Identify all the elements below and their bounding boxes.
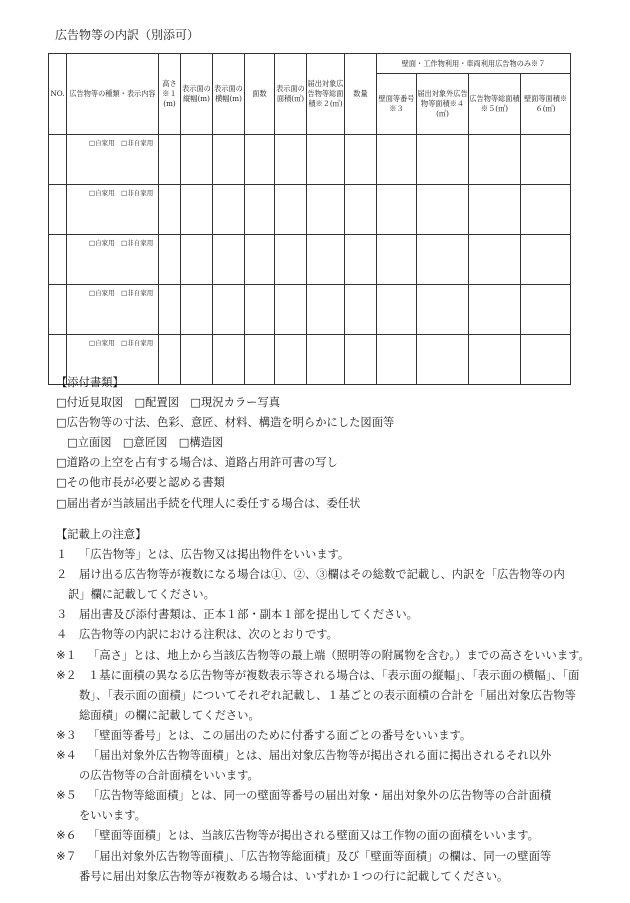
- note-number: ４: [56, 628, 68, 642]
- note-item: [56, 625, 590, 645]
- note-text: 「届出対象外広告物等面積」とは、届出対象広告物等が掲出される面に掲出されるそれ以外: [88, 749, 552, 763]
- note-item: [56, 545, 590, 565]
- attachments-section: [56, 373, 394, 514]
- cell[interactable]: [181, 185, 213, 235]
- header-wall-area: 壁面等面積※６(㎡): [521, 74, 571, 135]
- cell[interactable]: [417, 285, 469, 335]
- cell[interactable]: [275, 285, 307, 335]
- page-title: 広告物等の内訳（別添可）: [55, 28, 200, 42]
- note-text: 「届出対象外広告物等面積」、「広告物等総面積」及び「壁面等面積」の欄は、同一の壁面等: [88, 849, 552, 863]
- cell[interactable]: [275, 185, 307, 235]
- cell-kind[interactable]: [67, 235, 159, 285]
- cell[interactable]: [377, 285, 417, 335]
- cell[interactable]: [377, 185, 417, 235]
- cell[interactable]: [377, 135, 417, 185]
- header-quantity: 数量: [345, 54, 377, 135]
- header-area: 表示面の面積(㎡): [275, 54, 307, 135]
- notes-section: [56, 525, 590, 887]
- cell[interactable]: [521, 285, 571, 335]
- cell[interactable]: [469, 285, 521, 335]
- table-row: [49, 135, 571, 185]
- cell[interactable]: [275, 235, 307, 285]
- note-number: ※７: [56, 849, 77, 863]
- note-text: １基に面積の異なる広告物等が複数表示等される場合は、「表示面の縦幅」、「表示面の横幅」、「面: [88, 668, 580, 682]
- cell[interactable]: [159, 185, 181, 235]
- note-text: 届出書及び添付書類は、正本１部・副本１部を提出してください。: [79, 608, 418, 622]
- note-number: ２: [56, 568, 68, 582]
- cell[interactable]: [417, 335, 469, 385]
- note-item: [56, 605, 590, 625]
- header-vertical: 表示面の縦幅(m): [181, 54, 213, 135]
- cell[interactable]: [417, 135, 469, 185]
- note-number: ※５: [56, 789, 77, 803]
- breakdown-table: [48, 53, 571, 385]
- cell[interactable]: [245, 135, 275, 185]
- note-text: 届け出る広告物等が複数になる場合は①、②、③欄はその総数で記載し、内訳を「広告物等の内: [79, 568, 565, 582]
- private-checkbox-label[interactable]: □自家用 □非自家用: [89, 139, 154, 147]
- cell[interactable]: [213, 135, 245, 185]
- note-number: ※４: [56, 749, 77, 763]
- cell-no[interactable]: [49, 235, 67, 285]
- cell[interactable]: [417, 185, 469, 235]
- note-text: をいいます。: [79, 809, 146, 823]
- note-text: 広告物等の内訳における注釈は、次のとおりです。: [79, 628, 338, 642]
- note-item: [56, 565, 590, 585]
- note-text: 番号に届出対象広告物等が複数ある場合は、いずれか１つの行に記載してください。: [79, 869, 509, 883]
- cell[interactable]: [307, 185, 345, 235]
- cell[interactable]: [345, 135, 377, 185]
- private-checkbox-label[interactable]: □自家用 □非自家用: [89, 339, 154, 347]
- note-text: の広告物等の合計面積をいいます。: [79, 769, 259, 783]
- note-text: 訳」欄に記載してください。: [68, 588, 215, 602]
- cell[interactable]: [181, 235, 213, 285]
- cell[interactable]: [345, 235, 377, 285]
- cell[interactable]: [469, 335, 521, 385]
- cell[interactable]: [213, 285, 245, 335]
- note-number: ※２: [56, 668, 77, 682]
- cell-kind[interactable]: [67, 185, 159, 235]
- note-number: １: [56, 548, 68, 562]
- note-text: 「高さ」とは、地上から当該広告物等の最上端（照明等の附属物を含む。）までの高さをいいます。: [88, 648, 590, 662]
- header-faces: 面数: [245, 54, 275, 135]
- header-horizontal: 表示面の横幅(m): [213, 54, 245, 135]
- header-ad-total: 広告物等総面積※５(㎡): [469, 74, 521, 135]
- note-text: 「広告物等」とは、広告物又は掲出物件をいいます。: [79, 548, 350, 562]
- note-item: [56, 726, 590, 746]
- cell[interactable]: [159, 135, 181, 185]
- cell-no[interactable]: [49, 285, 67, 335]
- cell-kind[interactable]: [67, 135, 159, 185]
- attachment-item[interactable]: □付近見取図 □配置図 □現況カラー写真: [56, 396, 281, 410]
- table-row: [49, 185, 571, 235]
- cell[interactable]: [307, 285, 345, 335]
- notes-heading: 【記載上の注意】: [56, 528, 147, 541]
- header-total-area: 届出対象広告物等総面積※２(㎡): [307, 54, 345, 135]
- private-checkbox-label[interactable]: □自家用 □非自家用: [89, 289, 154, 297]
- cell[interactable]: [159, 285, 181, 335]
- cell[interactable]: [275, 135, 307, 185]
- note-text: 「広告物等総面積」とは、同一の壁面等番号の届出対象・届出対象外の広告物等の合計面積: [88, 789, 552, 803]
- note-text: 総面積」の欄に記載してください。: [79, 708, 260, 722]
- attachment-item[interactable]: □届出者が当該届出手続を代理人に委任する場合は、委任状: [56, 496, 361, 510]
- cell[interactable]: [469, 185, 521, 235]
- cell[interactable]: [245, 185, 275, 235]
- cell[interactable]: [345, 285, 377, 335]
- cell-no[interactable]: [49, 135, 67, 185]
- note-text: 「壁面等番号」とは、この届出のために付番する面ごとの番号をいいます。: [88, 728, 472, 742]
- note-item: [56, 666, 590, 686]
- note-number: ※１: [56, 648, 77, 662]
- cell[interactable]: [521, 335, 571, 385]
- private-checkbox-label[interactable]: □自家用 □非自家用: [89, 239, 154, 247]
- cell[interactable]: [377, 235, 417, 285]
- note-number: ※３: [56, 728, 77, 742]
- note-item: [56, 847, 590, 867]
- cell[interactable]: [213, 235, 245, 285]
- cell[interactable]: [345, 185, 377, 235]
- note-item: [56, 746, 590, 766]
- note-number: ※６: [56, 829, 77, 843]
- note-item: [56, 646, 590, 666]
- cell-no[interactable]: [49, 185, 67, 235]
- note-item: [56, 826, 590, 846]
- note-text: 「壁面等面積」とは、当該広告物等が掲出される壁面又は工作物の面の面積をいいます。: [88, 829, 539, 843]
- private-checkbox-label[interactable]: □自家用 □非自家用: [89, 189, 154, 197]
- cell[interactable]: [245, 235, 275, 285]
- cell[interactable]: [469, 235, 521, 285]
- cell[interactable]: [469, 135, 521, 185]
- cell-kind[interactable]: [67, 285, 159, 335]
- note-item: [56, 786, 590, 806]
- table-row: [49, 235, 571, 285]
- header-height: 高さ※１(m): [159, 54, 181, 135]
- attachment-item[interactable]: □立面図 □意匠図 □構造図: [67, 436, 224, 450]
- cell[interactable]: [521, 135, 571, 185]
- cell[interactable]: [307, 135, 345, 185]
- attachments-heading: 【添付書類】: [56, 376, 124, 389]
- note-text: 数」、「表示面の面積」についてそれぞれ記載し、１基ごとの表示面積の合計を「届出対象広告物等: [79, 688, 576, 702]
- cell[interactable]: [417, 235, 469, 285]
- cell[interactable]: [181, 285, 213, 335]
- cell[interactable]: [307, 235, 345, 285]
- table-row: [49, 285, 571, 335]
- attachment-item[interactable]: □道路の上空を占有する場合は、道路占用許可書の写し: [56, 456, 338, 470]
- cell[interactable]: [521, 185, 571, 235]
- header-kind: 広告物等の種類・表示内容: [67, 54, 159, 135]
- cell[interactable]: [181, 135, 213, 185]
- cell[interactable]: [245, 285, 275, 335]
- note-number: ３: [56, 608, 68, 622]
- header-group: 壁面・工作物利用・車両利用広告物のみ※７: [377, 54, 571, 74]
- header-outside-area: 届出対象外広告物等面積※４(㎡): [417, 74, 469, 135]
- cell[interactable]: [159, 235, 181, 285]
- attachment-item[interactable]: □その他市長が必要と認める書類: [56, 476, 225, 490]
- attachment-item[interactable]: □広告物等の寸法、色彩、意匠、材料、構造を明らかにした図面等: [56, 416, 395, 430]
- cell[interactable]: [213, 185, 245, 235]
- header-wall-no: 壁面等番号※３: [377, 74, 417, 135]
- cell[interactable]: [521, 235, 571, 285]
- header-no: NO.: [49, 54, 67, 135]
